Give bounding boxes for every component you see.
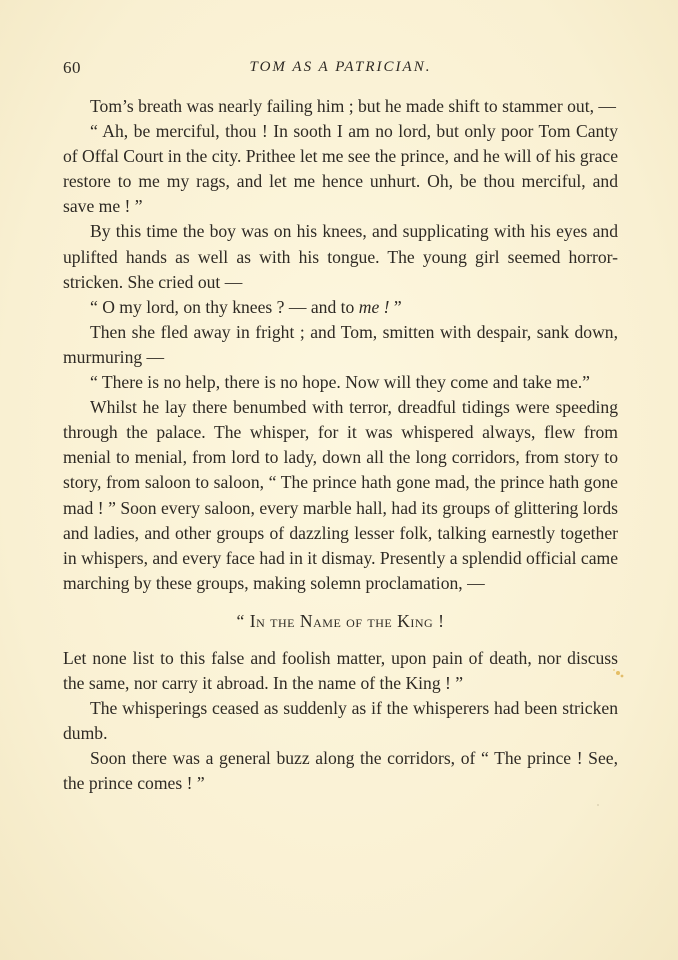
paragraph: Whilst he lay there benumbed with terror, dreadful tidings were speeding through the palace. The whisper, for it was whispered always, flew from menial to menial, from lord to lady, down all the long corridors, from story to story, from saloon to saloon, “ The prince hath gone mad, the prince hath gone mad ! ” Soon every saloon, every marble hall, had its groups of glittering lords and ladies, and other groups of dazzling lesser folk, talking earnestly together in whispers, and every face had in it dismay. Presently a splendid official came marching by these groups, making solemn proclamation, —	[63, 397, 619, 593]
quote-text: “ O my lord, on thy knees ? — and to	[90, 296, 359, 317]
paragraph: Soon there was a general buzz along the corridors, of “ The prince ! See, the prince comes ! ”	[63, 748, 618, 794]
paragraph: Tom’s breath was nearly failing him ; but he made shift to stammer out, —	[90, 96, 616, 116]
proclamation-body: Let none list to this false and foolish matter, upon pain of death, nor discuss the same, nor carry it abroad. In the name of the King ! ”	[63, 647, 618, 693]
paragraph: By this time the boy was on his knees, and supplicating with his eyes and uplifted hands as well as with his tongue. The young girl seemed horror-stricken. She cried out —	[63, 221, 618, 292]
body-text	[63, 94, 618, 796]
paragraph-girl-cry	[63, 295, 618, 320]
emphasis-text: me !	[358, 296, 390, 317]
quote-close: ”	[389, 296, 402, 317]
proclamation-heading: “ In the Name of the King !	[236, 610, 445, 631]
page-header	[63, 58, 618, 80]
paragraph: Then she fled away in fright ; and Tom, smitten with despair, sank down, murmuring —	[63, 321, 618, 367]
paragraph: The whisperings ceased as suddenly as if the whisperers had been stricken dumb.	[63, 698, 618, 744]
paragraph: “ There is no help, there is no hope. Now will they come and take me.”	[90, 372, 590, 393]
running-title: TOM AS A PATRICIAN.	[249, 59, 432, 75]
page-number: 60	[63, 58, 81, 77]
paragraph: “ Ah, be merciful, thou ! In sooth I am no lord, but only poor Tom Canty of Offal Court in the city. Prithee let me see the prince, and he will of his grace restore to me my rags, and let me hence unhurt. Oh, be thou merciful, and save me ! ”	[63, 121, 619, 217]
